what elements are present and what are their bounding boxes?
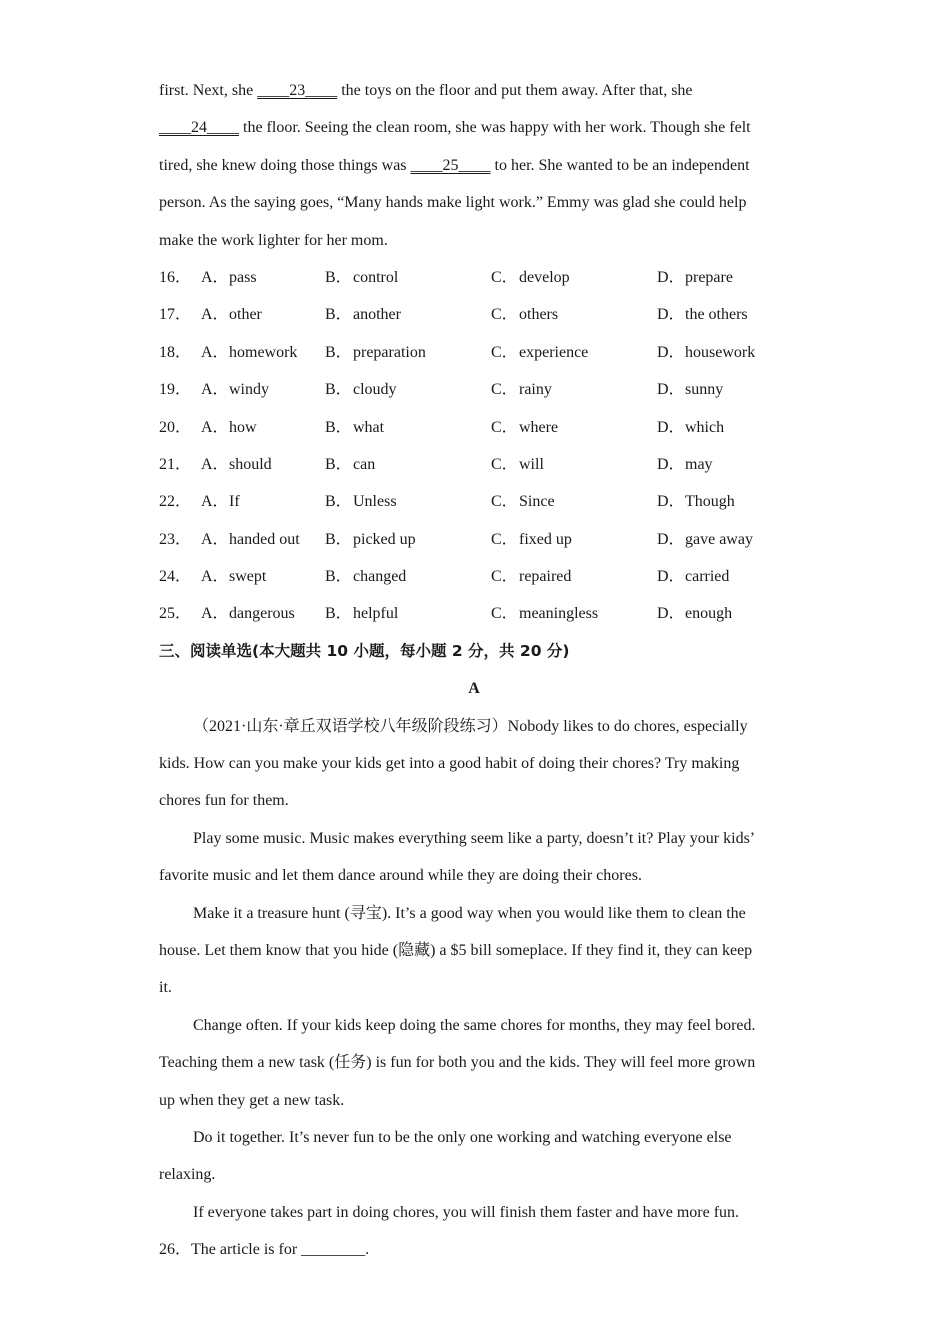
reading-line: up when they get a new task.	[159, 1091, 345, 1109]
option-c	[491, 446, 657, 483]
option-text: handed out	[229, 530, 300, 548]
option-letter: A．	[201, 306, 229, 324]
blank-24: ____24____	[159, 119, 239, 137]
option-text: carried	[685, 568, 730, 586]
document-page	[159, 72, 789, 1269]
option-text: repaired	[519, 568, 572, 586]
option-letter: D．	[657, 306, 685, 324]
question-options-list	[159, 259, 789, 633]
option-text: will	[519, 455, 544, 473]
reading-line: it.	[159, 979, 172, 997]
option-letter: A．	[201, 381, 229, 399]
option-letter: B．	[325, 530, 352, 548]
passage-text: the toys on the floor and put them away. After that, she	[337, 82, 693, 99]
option-text: rainy	[519, 381, 552, 399]
option-text: the others	[685, 306, 748, 324]
option-text: meaningless	[519, 605, 599, 623]
option-text: swept	[229, 568, 267, 586]
passage-label: A	[468, 680, 480, 698]
reading-line: Make it a treasure hunt (寻宝). It’s a good way when you would like them to clean the	[193, 904, 746, 922]
option-letter: D．	[657, 343, 685, 361]
question-number: 22．	[159, 493, 192, 511]
question-number: 17．	[159, 306, 192, 324]
option-d	[657, 595, 777, 632]
question-number: 19．	[159, 381, 192, 399]
option-letter: C．	[491, 381, 518, 399]
option-letter: C．	[491, 268, 518, 286]
option-d	[657, 371, 777, 408]
reading-line: Teaching them a new task (任务) is fun for both you and the kids. They will feel more grown	[159, 1054, 756, 1072]
option-letter: C．	[491, 455, 518, 473]
option-text: Since	[519, 493, 555, 511]
reading-line: Change often. If your kids keep doing the same chores for months, they may feel bored.	[193, 1016, 756, 1034]
option-letter: D．	[657, 455, 685, 473]
option-d	[657, 446, 777, 483]
question-number: 25．	[159, 605, 192, 623]
option-a	[201, 483, 325, 520]
option-b	[325, 409, 491, 446]
option-text: where	[519, 418, 559, 436]
option-text: cloudy	[353, 381, 397, 399]
option-c	[491, 296, 657, 333]
option-letter: A．	[201, 343, 229, 361]
option-a	[201, 296, 325, 333]
option-text: fixed up	[519, 530, 572, 548]
option-b	[325, 558, 491, 595]
option-c	[491, 558, 657, 595]
passage-line: person. As the saying goes, “Many hands make light work.” Emmy was glad she could help	[159, 194, 747, 212]
question-number: 16．	[159, 268, 192, 286]
option-letter: A．	[201, 605, 229, 623]
option-text: changed	[353, 568, 407, 586]
option-letter: B．	[325, 605, 352, 623]
option-letter: B．	[325, 343, 352, 361]
option-b	[325, 259, 491, 296]
passage-text: tired, she knew doing those things was	[159, 156, 411, 174]
option-c	[491, 409, 657, 446]
option-c	[491, 334, 657, 371]
question-row	[159, 595, 789, 632]
option-c	[491, 371, 657, 408]
question-row	[159, 446, 789, 483]
option-letter: A．	[201, 530, 229, 548]
option-b	[325, 296, 491, 333]
option-letter: A．	[201, 418, 229, 436]
question-number: 18．	[159, 343, 192, 361]
option-text: others	[519, 306, 559, 324]
option-letter: B．	[325, 568, 352, 586]
question-26: 26．The article is for ________.	[159, 1241, 370, 1259]
option-letter: C．	[491, 306, 518, 324]
option-text: Unless	[353, 493, 397, 511]
reading-line: house. Let them know that you hide (隐藏) a $5 bill someplace. If they find it, they can keep	[159, 941, 753, 959]
question-row	[159, 409, 789, 446]
option-text: which	[685, 418, 725, 436]
question-row	[159, 483, 789, 520]
option-text: gave away	[685, 530, 753, 548]
question-row	[159, 521, 789, 558]
option-a	[201, 371, 325, 408]
passage-line: make the work lighter for her mom.	[159, 231, 388, 249]
option-a	[201, 521, 325, 558]
question-row	[159, 371, 789, 408]
option-letter: D．	[657, 605, 685, 623]
passage-text: first. Next, she	[159, 82, 258, 99]
option-letter: C．	[491, 493, 518, 511]
passage-line	[159, 109, 789, 146]
option-c	[491, 595, 657, 632]
option-b	[325, 371, 491, 408]
option-letter: B．	[325, 455, 352, 473]
option-letter: D．	[657, 418, 685, 436]
option-d	[657, 521, 777, 558]
option-text: enough	[685, 605, 733, 623]
option-text: Though	[685, 493, 735, 511]
option-c	[491, 259, 657, 296]
reading-line: kids. How can you make your kids get into a good habit of doing their chores? Try making	[159, 755, 740, 773]
option-letter: C．	[491, 418, 518, 436]
option-text: prepare	[685, 268, 733, 286]
option-letter: B．	[325, 306, 352, 324]
option-d	[657, 296, 777, 333]
option-letter: B．	[325, 493, 352, 511]
blank-23: ____23____	[257, 82, 338, 99]
question-number: 24．	[159, 568, 192, 586]
option-d	[657, 409, 777, 446]
option-text: housework	[685, 343, 756, 361]
option-text: homework	[229, 343, 298, 361]
option-a	[201, 595, 325, 632]
option-text: sunny	[685, 381, 724, 399]
option-letter: D．	[657, 268, 685, 286]
question-row	[159, 296, 789, 333]
option-text: windy	[229, 381, 269, 399]
option-c	[491, 483, 657, 520]
option-d	[657, 483, 777, 520]
reading-line: favorite music and let them dance around while they are doing their chores.	[159, 867, 642, 885]
option-letter: A．	[201, 455, 229, 473]
reading-line: relaxing.	[159, 1166, 216, 1184]
reading-line: If everyone takes part in doing chores, you will finish them faster and have more fun.	[193, 1203, 740, 1221]
option-text: what	[353, 418, 385, 436]
option-text: If	[229, 493, 240, 511]
option-letter: C．	[491, 530, 518, 548]
passage-line	[159, 147, 789, 184]
option-text: other	[229, 306, 262, 324]
option-text: pass	[229, 268, 257, 286]
option-d	[657, 259, 777, 296]
option-d	[657, 334, 777, 371]
option-letter: B．	[325, 268, 352, 286]
option-a	[201, 446, 325, 483]
option-c	[491, 521, 657, 558]
option-text: can	[353, 455, 376, 473]
option-text: preparation	[353, 343, 426, 361]
option-a	[201, 558, 325, 595]
option-letter: B．	[325, 418, 352, 436]
option-a	[201, 334, 325, 371]
option-letter: D．	[657, 568, 685, 586]
option-letter: D．	[657, 381, 685, 399]
option-text: develop	[519, 268, 570, 286]
option-b	[325, 334, 491, 371]
option-letter: C．	[491, 343, 518, 361]
option-letter: D．	[657, 493, 685, 511]
option-b	[325, 595, 491, 632]
section-heading: 三、阅读单选(本大题共 10 小题，每小题 2 分，共 20 分)	[159, 641, 570, 660]
option-b	[325, 521, 491, 558]
question-number: 23．	[159, 530, 192, 548]
question-number: 21．	[159, 455, 192, 473]
option-text: experience	[519, 343, 589, 361]
question-row	[159, 334, 789, 371]
option-text: how	[229, 418, 257, 436]
option-text: another	[353, 306, 401, 324]
blank-25: ____25____	[410, 156, 491, 174]
option-text: helpful	[353, 605, 399, 623]
option-text: picked up	[353, 530, 416, 548]
option-letter: C．	[491, 605, 518, 623]
option-letter: A．	[201, 268, 229, 286]
option-letter: A．	[201, 493, 229, 511]
reading-line: （2021·山东·章丘双语学校八年级阶段练习）Nobody likes to do chores, especially	[193, 717, 748, 735]
option-letter: D．	[657, 530, 685, 548]
passage-text: the floor. Seeing the clean room, she was happy with her work. Though she felt	[239, 119, 751, 137]
passage-line	[159, 72, 789, 109]
option-a	[201, 259, 325, 296]
question-number: 20．	[159, 418, 192, 436]
option-b	[325, 446, 491, 483]
option-letter: A．	[201, 568, 229, 586]
reading-line: Do it together. It’s never fun to be the only one working and watching everyone else	[193, 1128, 732, 1146]
question-row	[159, 259, 789, 296]
option-letter: B．	[325, 381, 352, 399]
question-row	[159, 558, 789, 595]
option-text: control	[353, 268, 399, 286]
option-text: dangerous	[229, 605, 295, 623]
option-b	[325, 483, 491, 520]
option-a	[201, 409, 325, 446]
option-text: should	[229, 455, 272, 473]
option-text: may	[685, 455, 713, 473]
option-letter: C．	[491, 568, 518, 586]
reading-line: chores fun for them.	[159, 792, 289, 810]
passage-text: to her. She wanted to be an independent	[490, 156, 750, 174]
option-d	[657, 558, 777, 595]
reading-line: Play some music. Music makes everything seem like a party, doesn’t it? Play your kids’	[193, 829, 756, 847]
